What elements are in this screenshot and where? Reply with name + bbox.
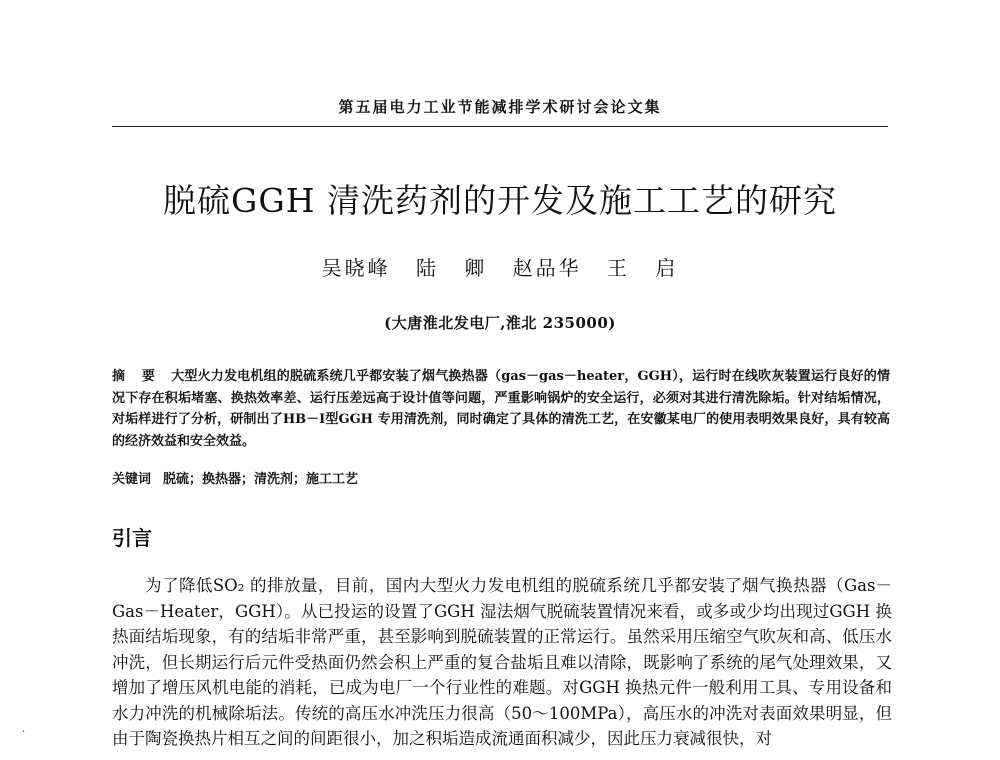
keywords-text: 脱硫；换热器；清洗剂；施工工艺 [163, 472, 359, 487]
affiliation: (大唐淮北发电厂,淮北 235000) [384, 314, 616, 332]
body-paragraph: 为了降低SO₂ 的排放量，目前，国内大型火力发电机组的脱硫系统几乎都安装了烟气换热器（Gas－Gas－Heater，GGH）。从已投运的设置了GGH 湿法烟气脱硫装置情况来看，或多或少均出现过GGH 换热面结垢现象，有的结垢非常严重，甚至影响到脱硫装置的正常运行。虽然采用压缩空气吹灰和高、低压水冲洗，但长期运行后元件受热面仍然会积上严重的复合盐垢且难以清除，既影响了系统的尾气处理效果，又增加了增压风机电能的消耗，已成为电厂一个行业性的难题。对GGH 换热元件一般利用工具、专用设备和水力冲洗的机械除垢法。传统的高压水冲洗压力很高（50～100MPa），高压水的冲洗对表面效果明显，但由于陶瓷换热片相互之间的间距很小，加之积垢造成流通面积减少，因此压力衰减很快，对 [112, 576, 892, 748]
abstract-label: 摘 要 [112, 369, 162, 384]
abstract [112, 366, 890, 452]
margin-mark: · [22, 727, 26, 738]
running-header: 第五届电力工业节能减排学术研讨会论文集 [338, 98, 662, 116]
keywords [112, 468, 890, 487]
section-heading: 引言 [112, 526, 152, 550]
paper-title: 脱硫GGH 清洗药剂的开发及施工工艺的研究 [163, 181, 837, 220]
header-rule [112, 126, 888, 127]
abstract-text: 大型火力发电机组的脱硫系统几乎都安装了烟气换热器（gas－gas－heater，GGH），运行时在线吹灰装置运行良好的情况下存在积垢堵塞、换热效率差、运行压差远高于设计值等问题，严重影响锅炉的安全运行，必须对其进行清洗除垢。针对结垢情况，对垢样进行了分析，研制出了HB－I型GGH 专用清洗剂，同时确定了具体的清洗工艺，在安徽某电厂的使用表明效果良好，具有较高的经济效益和安全效益。 [112, 369, 890, 449]
authors: 吴晓峰 陆 卿 赵品华 王 启 [321, 256, 679, 280]
keywords-label: 关键词 [112, 472, 152, 487]
